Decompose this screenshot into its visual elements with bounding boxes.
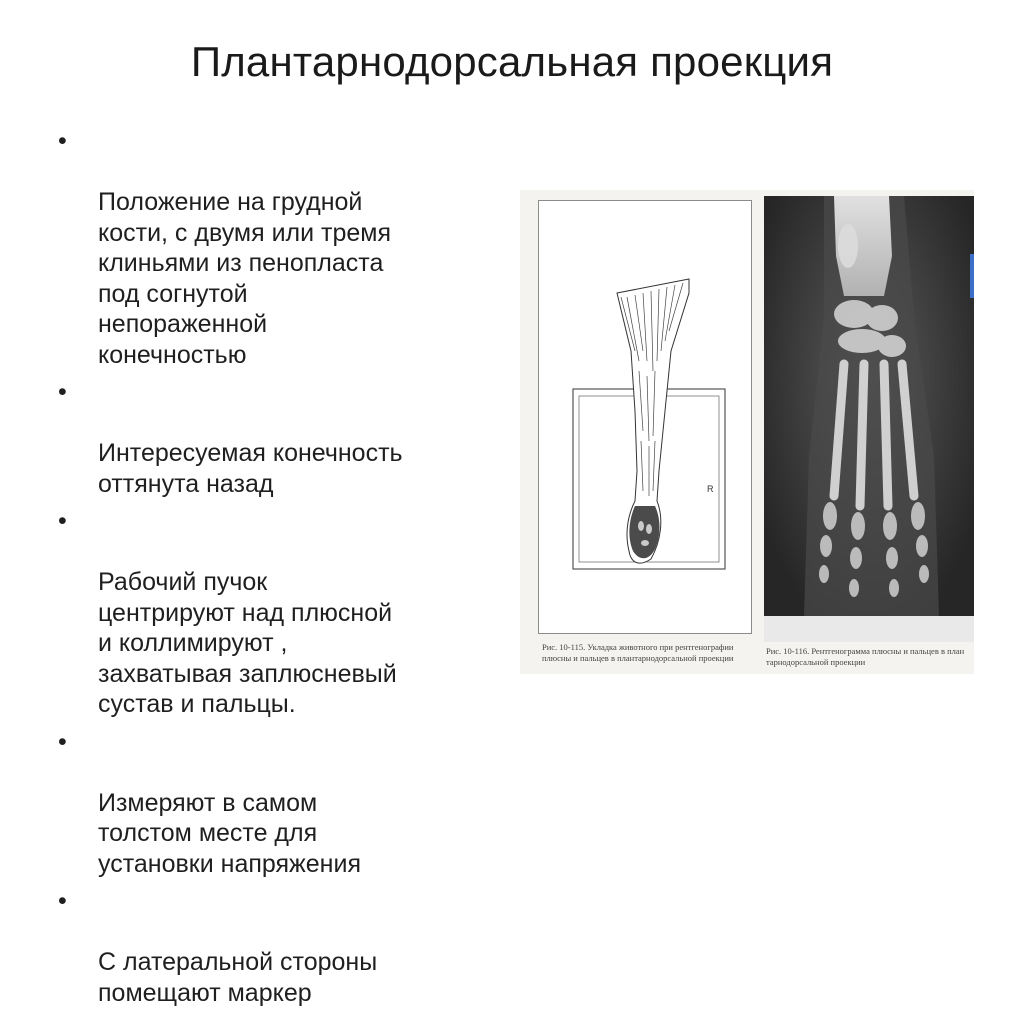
caption-left: Рис. 10-115. Укладка животного при рентгенографии плюсны и пальцев в плантарнодорсальной проекции [542, 642, 734, 663]
limb-drawing [539, 201, 751, 633]
bullet-text: Измеряют в самом толстом месте для установки напряжения [98, 788, 361, 878]
figure-panel [520, 190, 974, 674]
marker-r-label: R [707, 484, 714, 494]
radiograph-drawing [764, 196, 974, 642]
bullet-text: Интересуемая конечность оттянута назад [98, 439, 403, 498]
bullet-dot: • [58, 127, 67, 155]
blue-edge-mark [970, 254, 974, 298]
bullet-text: Рабочий пучок центрируют над плюсной и коллимируют , захватывая заплюсневый сустав и пальцы. [98, 568, 397, 718]
bullet-item [58, 727, 488, 880]
bullet-text: С латеральной стороны помещают маркер [98, 948, 378, 1007]
bullet-dot: • [58, 507, 67, 535]
bullet-item [58, 377, 488, 499]
bullet-dot: • [58, 378, 67, 406]
bullet-dot: • [58, 887, 67, 915]
bullet-item [58, 126, 488, 370]
bullet-item [58, 886, 488, 1008]
bullet-dot: • [58, 727, 67, 756]
bullet-text: Положение на грудной кости, с двумя или тремя клиньями из пенопласта под согнутой непораженной конечностью [98, 188, 392, 369]
positioning-illustration [538, 200, 752, 634]
slide-title: Плантарнодорсальная проекция [190, 38, 834, 85]
bullet-item [58, 506, 488, 720]
radiograph-image [764, 196, 974, 642]
bullet-list [58, 126, 488, 1015]
caption-right: Рис. 10-116. Рентгенограмма плюсны и пальцев в план тарнодорсальной проекции [766, 646, 965, 667]
